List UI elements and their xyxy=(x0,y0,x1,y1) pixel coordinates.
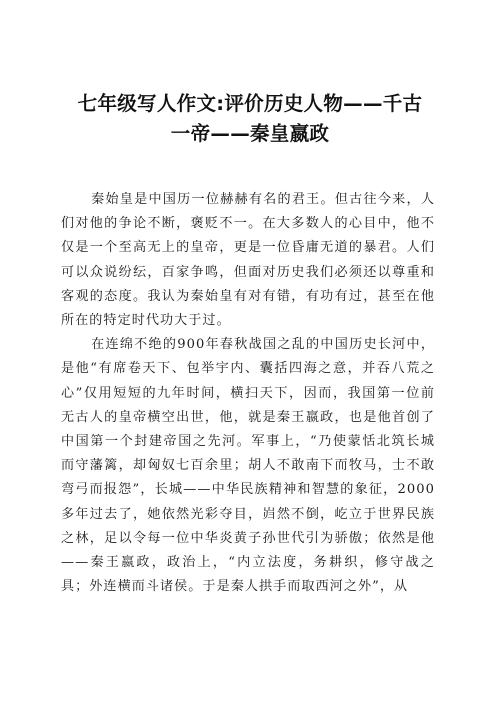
paragraph-1: 秦始皇是中国历一位赫赫有名的君王。但古往今来，人们对他的争论不断，褒贬不一。在大多数人的心目中，他不仅是一个至高无上的皇帝，更是一位昏庸无道的暴君。人们可以众说纷纭，百家争鸣，但面对历史我们必须还以尊重和客观的态度。我认为秦始皇有对有错，有功有过，甚至在他所在的特定时代功大于过。 xyxy=(61,192,435,329)
document-title: 七年级写人作文:评价历史人物——千古一帝——秦皇嬴政 xyxy=(77,92,423,145)
paragraph-2: 在连绵不绝的900年春秋战国之乱的中国历史长河中，是他“有席卷天下、包举宇内、囊括四海之意，并吞八荒之心”仅用短短的九年时间，横扫天下，因而，我国第一位前无古人的皇帝横空出世，他，就是秦王嬴政，也是他首创了中国第一个封建帝国之先河。军事上，“乃使蒙恬北筑长城而守藩篱，却匈奴七百余里；胡人不敢南下而牧马，士不敢弯弓而报怨”，长城——中华民族精神和智慧的象征，2000多年过去了，她依然光彩夺目，岿然不倒，屹立于世界民族之林，足以令每一位中华炎黄子孙世代引为骄傲；依然是他——秦王嬴政，政治上，“内立法度，务耕织，修守战之具；外连横而斗诸侯。于是秦人拱手而取西河之外”，从 xyxy=(61,337,435,595)
document-body xyxy=(61,188,435,599)
